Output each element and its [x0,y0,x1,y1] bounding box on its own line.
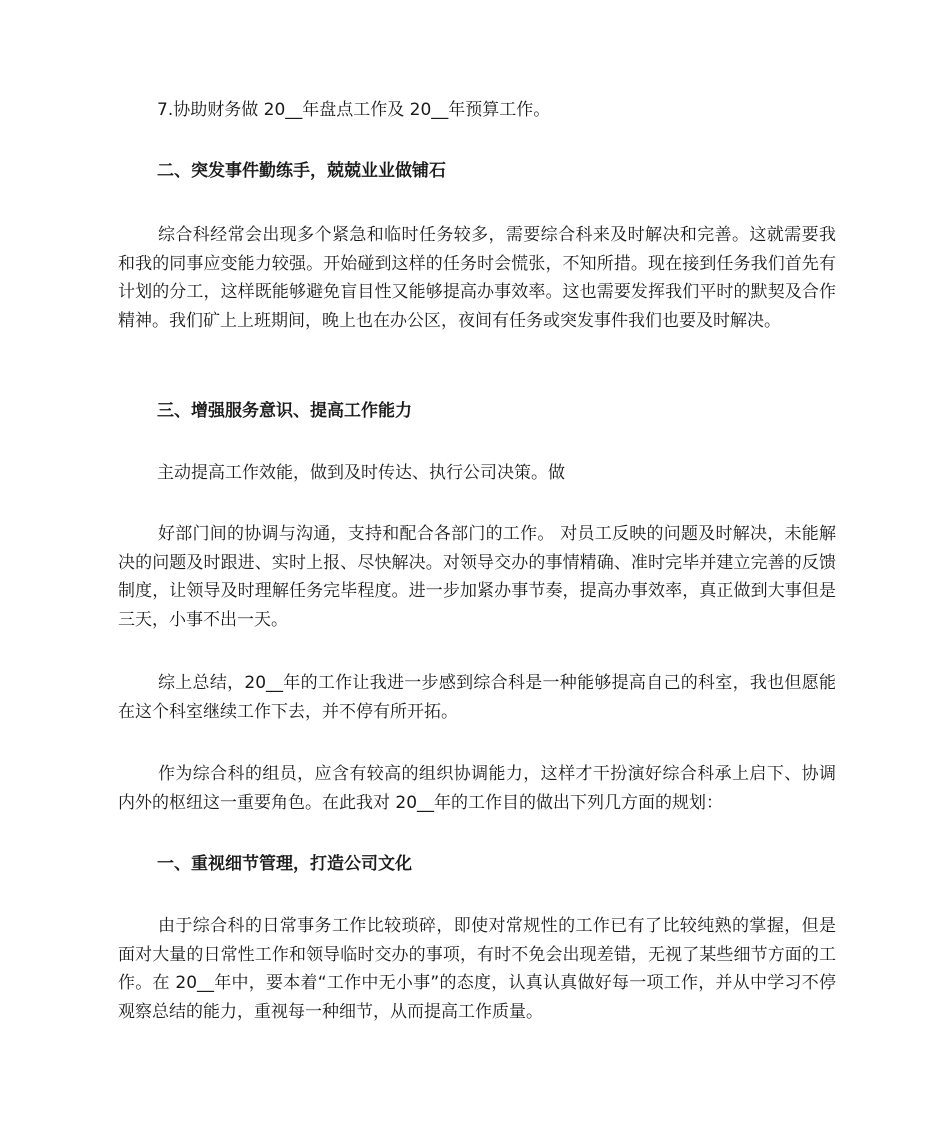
paragraph-plan-intro: 作为综合科的组员，应含有较高的组织协调能力，这样才干扮演好综合科承上启下、协调内外的枢纽这一重要角色。在此我对 20__年的工作目的做出下列几方面的规划： [118,764,836,813]
paragraph-service: 好部门间的协调与沟通，支持和配合各部门的工作。 对员工反映的问题及时解决，未能解决的问题及时跟进、实时上报、尽快解决。对领导交办的事情精确、准时完毕并建立完善的反馈制度，让领导及时理解任务完毕程度。进一步加紧办事节奏，提高办事效率，真正做到大事但是三天，小事不出一天。 [118,524,836,630]
section-heading-3: 三、增强服务意识、提高工作能力 [157,401,412,421]
paragraph-emergency: 综合科经常会出现多个紧急和临时任务较多，需要综合科来及时解决和完善。这就需要我和我的同事应变能力较强。开始碰到这样的任务时会慌张，不知所措。现在接到任务我们首先有计划的分工，这样既能够避免盲目性又能够提高办事效率。这也需要发挥我们平时的默契及合作精神。我们矿上上班期间，晚上也在办公区，夜间有任务或突发事件我们也要及时解决。 [118,225,836,331]
section-heading-plan-1: 一、重视细节管理，打造公司文化 [157,854,412,874]
paragraph-detail: 由于综合科的日常事务工作比较琐碎，即使对常规性的工作已有了比较纯熟的掌握，但是面对大量的日常性工作和领导临时交办的事项，有时不免会出现差错，无视了某些细节方面的工作。在 20__年中，要本着“工作中无小事”的态度，认真认真做好每一项工作，并从中学习不停观察总结的能力，重视每一种细节，从而提高工作质量。 [118,916,836,1022]
paragraph-service-first-line: 主动提高工作效能，做到及时传达、执行公司决策。做 [157,463,565,483]
paragraph-summary: 综上总结，20__年的工作让我进一步感到综合科是一种能够提高自己的科室，我也但愿能在这个科室继续工作下去，并不停有所开拓。 [118,673,836,722]
item-7-text: 7.协助财务做 20__年盘点工作及 20__年预算工作。 [157,100,551,120]
section-heading-2: 二、突发事件勤练手，兢兢业业做铺石 [157,161,446,181]
